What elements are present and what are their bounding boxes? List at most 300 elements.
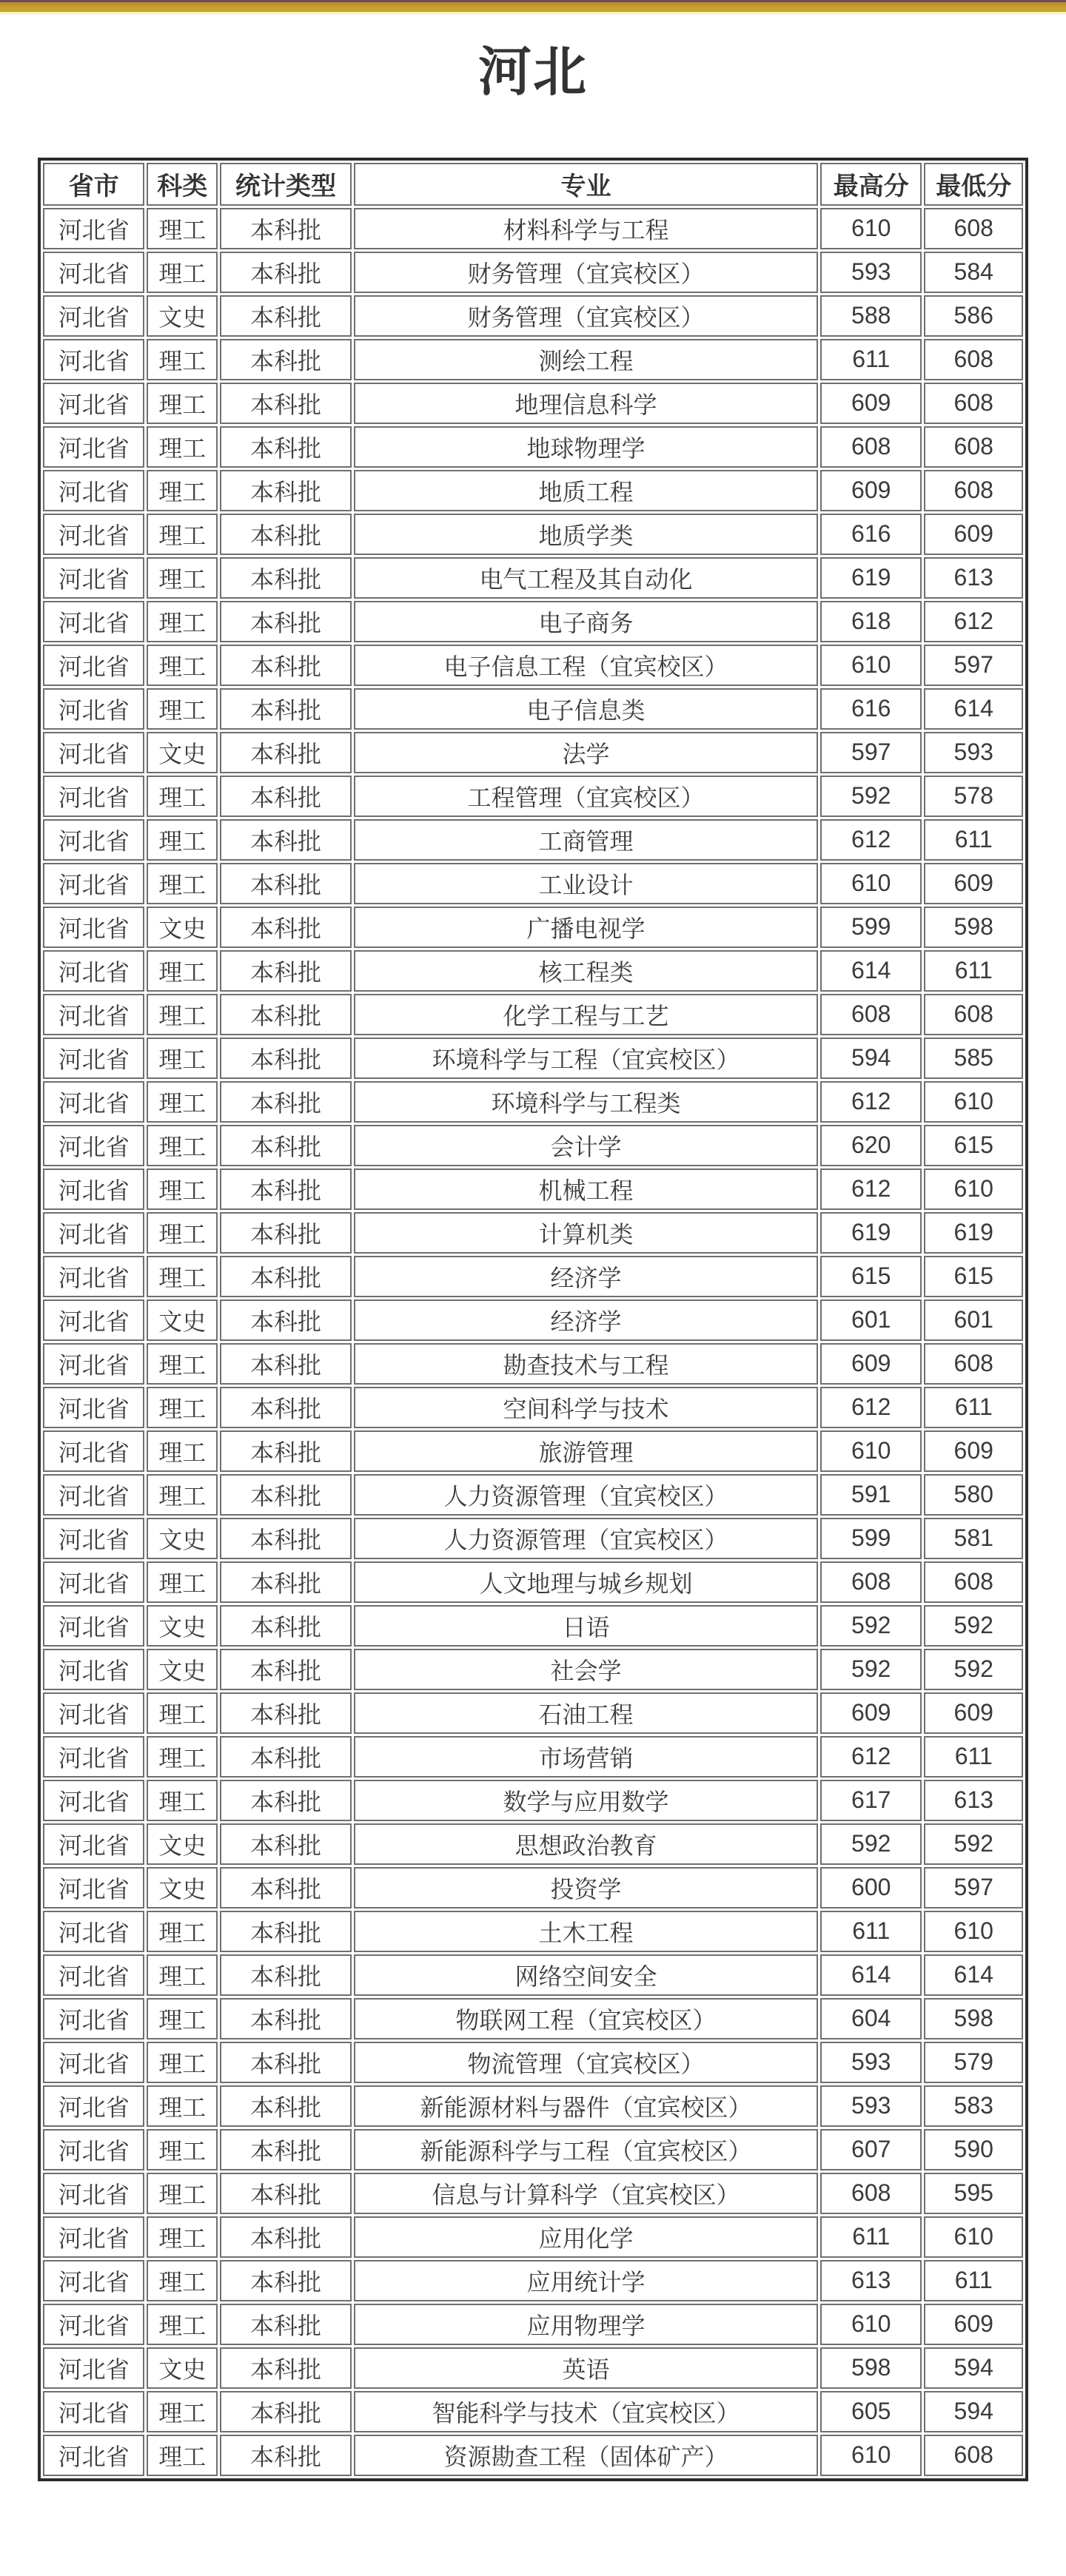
cell-category: 理工 (147, 1038, 218, 1079)
cell-major: 数学与应用数学 (354, 1780, 818, 1821)
cell-stat-type: 本科批 (220, 1299, 352, 1341)
cell-stat-type: 本科批 (220, 2304, 352, 2345)
cell-stat-type: 本科批 (220, 907, 352, 948)
cell-major: 物流管理（宜宾校区） (354, 2042, 818, 2083)
cell-major: 信息与计算科学（宜宾校区） (354, 2173, 818, 2214)
cell-province: 河北省 (43, 470, 144, 511)
cell-province: 河北省 (43, 1125, 144, 1166)
cell-category: 理工 (147, 339, 218, 380)
cell-stat-type: 本科批 (220, 2435, 352, 2476)
cell-min-score: 612 (924, 601, 1023, 642)
cell-stat-type: 本科批 (220, 339, 352, 380)
cell-max-score: 609 (820, 1343, 922, 1385)
cell-min-score: 608 (924, 2435, 1023, 2476)
cell-province: 河北省 (43, 1649, 144, 1690)
cell-major: 地球物理学 (354, 426, 818, 468)
cell-major: 工业设计 (354, 863, 818, 904)
cell-stat-type: 本科批 (220, 1387, 352, 1428)
cell-min-score: 594 (924, 2391, 1023, 2432)
cell-stat-type: 本科批 (220, 1212, 352, 1254)
column-header: 科类 (147, 163, 218, 206)
cell-category: 理工 (147, 557, 218, 599)
column-header: 最高分 (820, 163, 922, 206)
table-row (43, 907, 1023, 948)
table-row (43, 1561, 1023, 1603)
cell-category: 理工 (147, 2129, 218, 2170)
cell-max-score: 611 (820, 2216, 922, 2258)
cell-min-score: 614 (924, 1954, 1023, 1996)
cell-major: 机械工程 (354, 1168, 818, 1210)
cell-major: 广播电视学 (354, 907, 818, 948)
cell-stat-type: 本科批 (220, 601, 352, 642)
table-row (43, 2304, 1023, 2345)
table-row (43, 1605, 1023, 1647)
table-row (43, 1518, 1023, 1559)
cell-province: 河北省 (43, 1343, 144, 1385)
cell-category: 理工 (147, 252, 218, 293)
table-row (43, 688, 1023, 730)
cell-max-score: 599 (820, 907, 922, 948)
cell-stat-type: 本科批 (220, 2391, 352, 2432)
cell-province: 河北省 (43, 1518, 144, 1559)
cell-province: 河北省 (43, 819, 144, 861)
table-row (43, 819, 1023, 861)
cell-stat-type: 本科批 (220, 994, 352, 1035)
table-row (43, 1649, 1023, 1690)
table-row (43, 2085, 1023, 2127)
cell-category: 理工 (147, 1561, 218, 1603)
cell-category: 理工 (147, 1692, 218, 1734)
table-row (43, 645, 1023, 686)
cell-min-score: 585 (924, 1038, 1023, 1079)
cell-max-score: 608 (820, 2173, 922, 2214)
cell-major: 英语 (354, 2347, 818, 2389)
table-row (43, 1911, 1023, 1952)
cell-min-score: 598 (924, 1998, 1023, 2039)
cell-stat-type: 本科批 (220, 1649, 352, 1690)
cell-province: 河北省 (43, 1081, 144, 1123)
cell-min-score: 609 (924, 1430, 1023, 1472)
cell-max-score: 615 (820, 1256, 922, 1297)
cell-min-score: 584 (924, 252, 1023, 293)
scores-table (38, 158, 1028, 2481)
table-row (43, 1299, 1023, 1341)
table-row (43, 1212, 1023, 1254)
cell-province: 河北省 (43, 2347, 144, 2389)
column-header: 统计类型 (220, 163, 352, 206)
table-row (43, 1954, 1023, 1996)
cell-province: 河北省 (43, 1780, 144, 1821)
cell-province: 河北省 (43, 2391, 144, 2432)
cell-province: 河北省 (43, 295, 144, 337)
table-row (43, 1736, 1023, 1778)
cell-category: 理工 (147, 1168, 218, 1210)
table-row (43, 339, 1023, 380)
cell-province: 河北省 (43, 1387, 144, 1428)
cell-max-score: 612 (820, 1168, 922, 1210)
cell-province: 河北省 (43, 2173, 144, 2214)
cell-major: 新能源材料与器件（宜宾校区） (354, 2085, 818, 2127)
table-row (43, 2173, 1023, 2214)
cell-province: 河北省 (43, 645, 144, 686)
table-row (43, 557, 1023, 599)
table-row (43, 2435, 1023, 2476)
cell-max-score: 616 (820, 514, 922, 555)
cell-category: 理工 (147, 2173, 218, 2214)
cell-min-score: 611 (924, 950, 1023, 992)
cell-stat-type: 本科批 (220, 776, 352, 817)
cell-province: 河北省 (43, 426, 144, 468)
cell-min-score: 592 (924, 1605, 1023, 1647)
table-row (43, 2391, 1023, 2432)
cell-stat-type: 本科批 (220, 1911, 352, 1952)
cell-province: 河北省 (43, 2260, 144, 2301)
cell-stat-type: 本科批 (220, 645, 352, 686)
cell-category: 理工 (147, 645, 218, 686)
cell-stat-type: 本科批 (220, 1518, 352, 1559)
cell-min-score: 613 (924, 557, 1023, 599)
cell-province: 河北省 (43, 863, 144, 904)
cell-max-score: 610 (820, 863, 922, 904)
cell-province: 河北省 (43, 732, 144, 773)
table-row (43, 1343, 1023, 1385)
cell-major: 资源勘查工程（固体矿产） (354, 2435, 818, 2476)
table-row (43, 2129, 1023, 2170)
cell-category: 理工 (147, 2304, 218, 2345)
cell-province: 河北省 (43, 1692, 144, 1734)
cell-max-score: 614 (820, 1954, 922, 1996)
table-row (43, 1780, 1023, 1821)
cell-min-score: 592 (924, 1649, 1023, 1690)
cell-max-score: 610 (820, 2435, 922, 2476)
cell-major: 工程管理（宜宾校区） (354, 776, 818, 817)
cell-min-score: 615 (924, 1125, 1023, 1166)
cell-major: 土木工程 (354, 1911, 818, 1952)
cell-province: 河北省 (43, 383, 144, 424)
cell-max-score: 604 (820, 1998, 922, 2039)
cell-max-score: 594 (820, 1038, 922, 1079)
cell-stat-type: 本科批 (220, 1474, 352, 1516)
cell-max-score: 601 (820, 1299, 922, 1341)
cell-province: 河北省 (43, 1561, 144, 1603)
table-row (43, 2347, 1023, 2389)
cell-province: 河北省 (43, 208, 144, 249)
cell-stat-type: 本科批 (220, 470, 352, 511)
cell-min-score: 608 (924, 994, 1023, 1035)
cell-category: 理工 (147, 1911, 218, 1952)
cell-max-score: 614 (820, 950, 922, 992)
cell-max-score: 591 (820, 1474, 922, 1516)
table-row (43, 1081, 1023, 1123)
cell-province: 河北省 (43, 2129, 144, 2170)
cell-stat-type: 本科批 (220, 819, 352, 861)
cell-min-score: 578 (924, 776, 1023, 817)
cell-min-score: 608 (924, 339, 1023, 380)
cell-stat-type: 本科批 (220, 688, 352, 730)
table-row (43, 601, 1023, 642)
cell-major: 人文地理与城乡规划 (354, 1561, 818, 1603)
cell-province: 河北省 (43, 514, 144, 555)
cell-category: 理工 (147, 2216, 218, 2258)
cell-category: 理工 (147, 2435, 218, 2476)
cell-major: 电子信息类 (354, 688, 818, 730)
cell-province: 河北省 (43, 2304, 144, 2345)
cell-category: 理工 (147, 1212, 218, 1254)
cell-max-score: 597 (820, 732, 922, 773)
table-row (43, 1256, 1023, 1297)
cell-province: 河北省 (43, 2085, 144, 2127)
cell-province: 河北省 (43, 1911, 144, 1952)
cell-category: 理工 (147, 776, 218, 817)
cell-min-score: 593 (924, 732, 1023, 773)
cell-stat-type: 本科批 (220, 1125, 352, 1166)
table-row (43, 514, 1023, 555)
cell-min-score: 611 (924, 1736, 1023, 1778)
cell-stat-type: 本科批 (220, 1954, 352, 1996)
cell-stat-type: 本科批 (220, 1998, 352, 2039)
cell-min-score: 581 (924, 1518, 1023, 1559)
cell-province: 河北省 (43, 252, 144, 293)
cell-category: 文史 (147, 1518, 218, 1559)
cell-province: 河北省 (43, 1736, 144, 1778)
cell-min-score: 610 (924, 1168, 1023, 1210)
cell-major: 社会学 (354, 1649, 818, 1690)
cell-category: 理工 (147, 426, 218, 468)
cell-max-score: 612 (820, 1387, 922, 1428)
cell-category: 理工 (147, 1256, 218, 1297)
cell-major: 应用化学 (354, 2216, 818, 2258)
cell-province: 河北省 (43, 1823, 144, 1865)
table-row (43, 732, 1023, 773)
cell-category: 理工 (147, 2260, 218, 2301)
cell-min-score: 580 (924, 1474, 1023, 1516)
cell-province: 河北省 (43, 1605, 144, 1647)
cell-province: 河北省 (43, 2216, 144, 2258)
cell-category: 理工 (147, 1430, 218, 1472)
table-row (43, 383, 1023, 424)
cell-max-score: 593 (820, 2085, 922, 2127)
cell-max-score: 616 (820, 688, 922, 730)
cell-category: 文史 (147, 1605, 218, 1647)
cell-min-score: 610 (924, 2216, 1023, 2258)
cell-major: 化学工程与工艺 (354, 994, 818, 1035)
cell-stat-type: 本科批 (220, 208, 352, 249)
cell-category: 理工 (147, 1780, 218, 1821)
cell-max-score: 618 (820, 601, 922, 642)
cell-max-score: 593 (820, 2042, 922, 2083)
cell-category: 理工 (147, 950, 218, 992)
table-header-row (43, 163, 1023, 206)
cell-major: 旅游管理 (354, 1430, 818, 1472)
cell-stat-type: 本科批 (220, 1430, 352, 1472)
cell-category: 文史 (147, 1867, 218, 1909)
cell-stat-type: 本科批 (220, 1343, 352, 1385)
cell-major: 电子信息工程（宜宾校区） (354, 645, 818, 686)
cell-category: 文史 (147, 1299, 218, 1341)
table-row (43, 1125, 1023, 1166)
cell-min-score: 609 (924, 514, 1023, 555)
table-body (43, 208, 1023, 2476)
cell-province: 河北省 (43, 1954, 144, 1996)
cell-province: 河北省 (43, 1168, 144, 1210)
table-row (43, 2260, 1023, 2301)
page-title: 河北 (477, 43, 588, 102)
cell-category: 理工 (147, 1954, 218, 1996)
cell-province: 河北省 (43, 1998, 144, 2039)
cell-category: 理工 (147, 863, 218, 904)
cell-major: 思想政治教育 (354, 1823, 818, 1865)
cell-stat-type: 本科批 (220, 295, 352, 337)
cell-major: 环境科学与工程类 (354, 1081, 818, 1123)
cell-major: 电气工程及其自动化 (354, 557, 818, 599)
cell-max-score: 611 (820, 1911, 922, 1952)
cell-stat-type: 本科批 (220, 1867, 352, 1909)
cell-min-score: 609 (924, 1692, 1023, 1734)
cell-major: 经济学 (354, 1299, 818, 1341)
cell-stat-type: 本科批 (220, 950, 352, 992)
cell-max-score: 610 (820, 1430, 922, 1472)
table-row (43, 1038, 1023, 1079)
cell-stat-type: 本科批 (220, 1081, 352, 1123)
cell-stat-type: 本科批 (220, 2085, 352, 2127)
cell-province: 河北省 (43, 557, 144, 599)
cell-max-score: 592 (820, 1605, 922, 1647)
cell-min-score: 611 (924, 2260, 1023, 2301)
cell-province: 河北省 (43, 1212, 144, 1254)
cell-stat-type: 本科批 (220, 1692, 352, 1734)
table-row (43, 1168, 1023, 1210)
cell-max-score: 613 (820, 2260, 922, 2301)
cell-stat-type: 本科批 (220, 252, 352, 293)
cell-province: 河北省 (43, 688, 144, 730)
cell-max-score: 612 (820, 1081, 922, 1123)
column-header: 最低分 (924, 163, 1023, 206)
cell-province: 河北省 (43, 339, 144, 380)
cell-stat-type: 本科批 (220, 1168, 352, 1210)
table-row (43, 1430, 1023, 1472)
cell-major: 空间科学与技术 (354, 1387, 818, 1428)
cell-major: 人力资源管理（宜宾校区） (354, 1474, 818, 1516)
cell-stat-type: 本科批 (220, 1605, 352, 1647)
cell-max-score: 610 (820, 645, 922, 686)
cell-stat-type: 本科批 (220, 2173, 352, 2214)
cell-category: 理工 (147, 688, 218, 730)
cell-stat-type: 本科批 (220, 2347, 352, 2389)
cell-province: 河北省 (43, 776, 144, 817)
cell-province: 河北省 (43, 950, 144, 992)
cell-max-score: 599 (820, 1518, 922, 1559)
cell-min-score: 594 (924, 2347, 1023, 2389)
cell-stat-type: 本科批 (220, 426, 352, 468)
table-row (43, 2216, 1023, 2258)
column-header: 专业 (354, 163, 818, 206)
cell-province: 河北省 (43, 601, 144, 642)
cell-max-score: 605 (820, 2391, 922, 2432)
cell-category: 文史 (147, 732, 218, 773)
cell-max-score: 619 (820, 557, 922, 599)
cell-category: 理工 (147, 1081, 218, 1123)
cell-max-score: 619 (820, 1212, 922, 1254)
cell-stat-type: 本科批 (220, 1780, 352, 1821)
cell-max-score: 609 (820, 1692, 922, 1734)
cell-province: 河北省 (43, 1256, 144, 1297)
table-row (43, 470, 1023, 511)
cell-category: 理工 (147, 1343, 218, 1385)
cell-min-score: 579 (924, 2042, 1023, 2083)
cell-category: 理工 (147, 2085, 218, 2127)
cell-min-score: 597 (924, 645, 1023, 686)
cell-min-score: 595 (924, 2173, 1023, 2214)
scores-table-container (38, 158, 1028, 2481)
cell-major: 物联网工程（宜宾校区） (354, 1998, 818, 2039)
cell-stat-type: 本科批 (220, 514, 352, 555)
cell-min-score: 609 (924, 2304, 1023, 2345)
cell-major: 会计学 (354, 1125, 818, 1166)
cell-province: 河北省 (43, 2042, 144, 2083)
table-row (43, 426, 1023, 468)
cell-min-score: 586 (924, 295, 1023, 337)
cell-province: 河北省 (43, 994, 144, 1035)
cell-stat-type: 本科批 (220, 2260, 352, 2301)
cell-max-score: 609 (820, 383, 922, 424)
cell-min-score: 611 (924, 819, 1023, 861)
cell-stat-type: 本科批 (220, 1256, 352, 1297)
cell-category: 文史 (147, 907, 218, 948)
table-row (43, 1692, 1023, 1734)
cell-stat-type: 本科批 (220, 2216, 352, 2258)
cell-max-score: 600 (820, 1867, 922, 1909)
cell-major: 环境科学与工程（宜宾校区） (354, 1038, 818, 1079)
cell-major: 测绘工程 (354, 339, 818, 380)
cell-category: 理工 (147, 819, 218, 861)
cell-major: 应用统计学 (354, 2260, 818, 2301)
cell-category: 文史 (147, 1823, 218, 1865)
cell-category: 理工 (147, 470, 218, 511)
cell-major: 核工程类 (354, 950, 818, 992)
cell-min-score: 619 (924, 1212, 1023, 1254)
cell-min-score: 614 (924, 688, 1023, 730)
cell-max-score: 608 (820, 994, 922, 1035)
cell-max-score: 592 (820, 776, 922, 817)
table-row (43, 2042, 1023, 2083)
cell-category: 文史 (147, 1649, 218, 1690)
cell-major: 网络空间安全 (354, 1954, 818, 1996)
cell-province: 河北省 (43, 1430, 144, 1472)
table-row (43, 1823, 1023, 1865)
cell-major: 市场营销 (354, 1736, 818, 1778)
table-row (43, 295, 1023, 337)
cell-max-score: 608 (820, 1561, 922, 1603)
cell-min-score: 608 (924, 426, 1023, 468)
cell-max-score: 608 (820, 426, 922, 468)
table-row (43, 863, 1023, 904)
cell-min-score: 613 (924, 1780, 1023, 1821)
cell-province: 河北省 (43, 907, 144, 948)
cell-category: 理工 (147, 1387, 218, 1428)
cell-category: 理工 (147, 383, 218, 424)
cell-category: 理工 (147, 1998, 218, 2039)
cell-category: 理工 (147, 2391, 218, 2432)
cell-major: 地理信息科学 (354, 383, 818, 424)
table-row (43, 208, 1023, 249)
table-row (43, 252, 1023, 293)
cell-stat-type: 本科批 (220, 1823, 352, 1865)
cell-major: 财务管理（宜宾校区） (354, 295, 818, 337)
cell-province: 河北省 (43, 1474, 144, 1516)
cell-stat-type: 本科批 (220, 732, 352, 773)
top-accent-gold-bar (0, 2, 1066, 12)
table-row (43, 1998, 1023, 2039)
